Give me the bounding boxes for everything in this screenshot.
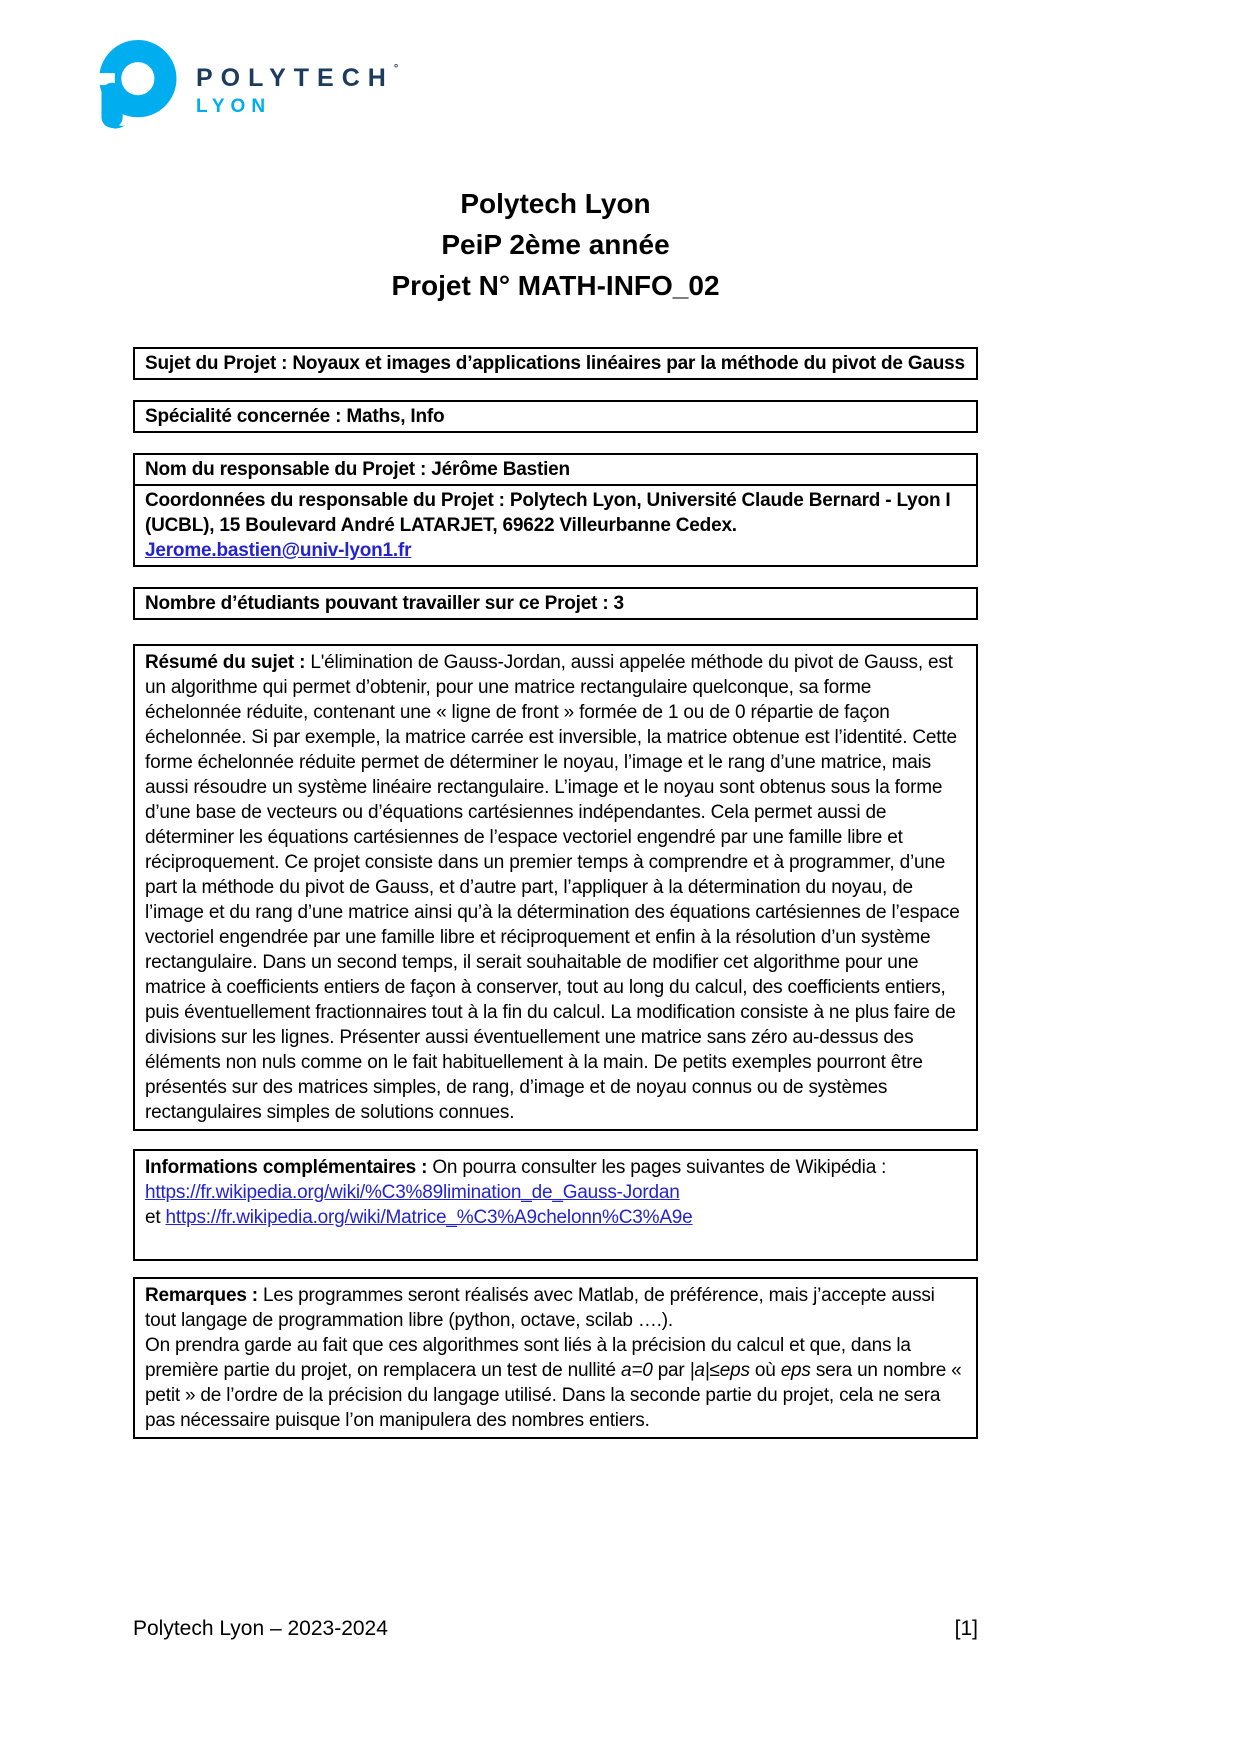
polytech-p-icon	[90, 40, 182, 132]
title-line-1: Polytech Lyon	[460, 188, 651, 219]
remarques-p1: Les programmes seront réalisés avec Matlab, de préférence, mais j’accepte aussi tout langage de programmation libre (python, octave, scilab ….).	[145, 1285, 935, 1331]
remarques-p2c: où	[754, 1360, 776, 1381]
remarques-p2d: sera un nombre « petit » de l’ordre de la précision du langage utilisé. Dans la seconde partie du projet, cela ne sera pas nécessaire puisque l’on manipulera des nombres entiers.	[145, 1360, 962, 1431]
remarques-p2a: On prendra garde au fait que ces algorithmes sont liés à la précision du calcul et que, dans la première partie du projet, on remplacera un test de nullité	[145, 1335, 911, 1381]
footer-page-number: [1]	[954, 1617, 978, 1640]
remarques-italic-a0: a=0	[620, 1360, 653, 1381]
title-line-3: Projet N° MATH-INFO_02	[391, 270, 720, 301]
wikipedia-link-gauss-jordan[interactable]: https://fr.wikipedia.org/wiki/%C3%89limination_de_Gauss-Jordan	[145, 1182, 680, 1203]
box-resume	[133, 644, 978, 1131]
logo-text	[196, 63, 399, 117]
responsable-nom-text: Nom du responsable du Projet : Jérôme Bastien	[145, 459, 570, 480]
logo-degree-mark: °	[393, 63, 399, 75]
footer-left: Polytech Lyon – 2023-2024	[133, 1617, 388, 1640]
logo-brand-word: POLYTECH	[196, 64, 394, 92]
logo-city: LYON	[196, 96, 272, 117]
remarques-label: Remarques :	[145, 1285, 258, 1306]
remarques-italic-eps-inequality: |a|≤eps	[689, 1360, 750, 1381]
polytech-logo	[90, 40, 398, 132]
infos-link1-line	[145, 1180, 966, 1205]
box-nombre-etudiants	[133, 587, 978, 620]
responsable-coordonnees-row	[135, 486, 976, 565]
specialite-text: Spécialité concernée : Maths, Info	[145, 406, 445, 427]
wikipedia-link-matrice-echelonnee[interactable]: https://fr.wikipedia.org/wiki/Matrice_%C3%A9chelonn%C3%A9e	[165, 1207, 693, 1228]
page-footer	[133, 1616, 978, 1642]
box-informations	[133, 1149, 978, 1261]
box-sujet	[133, 347, 978, 380]
infos-intro-line	[145, 1155, 966, 1180]
infos-label: Informations complémentaires :	[145, 1157, 428, 1178]
infos-et-label: et	[145, 1207, 161, 1228]
blank-line	[145, 1230, 966, 1255]
infos-intro: On pourra consulter les pages suivantes de Wikipédia :	[432, 1157, 887, 1178]
resume-label: Résumé du sujet :	[145, 652, 306, 673]
logo-brand	[196, 63, 399, 92]
nombre-etudiants-text: Nombre d’étudiants pouvant travailler sur ce Projet : 3	[145, 593, 624, 614]
responsable-coordonnees-text: Coordonnées du responsable du Projet : Polytech Lyon, Université Claude Bernard - Lyon I (UCBL), 15 Boulevard André LATARJET, 69622 Villeurbanne Cedex.	[145, 490, 951, 536]
responsable-nom-row	[135, 455, 976, 486]
box-specialite	[133, 400, 978, 433]
remarques-paragraph-1	[145, 1283, 966, 1333]
resume-body: L'élimination de Gauss-Jordan, aussi appelée méthode du pivot de Gauss, est un algorithme qui permet d’obtenir, pour une matrice rectangulaire quelconque, sa forme échelonnée réduite, contenant une « ligne de front » formée de 1 ou de 0 répartie de façon échelonnée. Si par exemple, la matrice carrée est inversible, la matrice obtenue est l’identité. Cette forme échelonnée réduite permet de déterminer le noyau, l’image et le rang d’une matrice, mais aussi résoudre un système linéaire rectangulaire. L’image et le noyau sont obtenus sous la forme d’une base de vecteurs ou d’équations cartésiennes indépendantes. Cela permet aussi de déterminer les équations cartésiennes de l’espace vectoriel engendré par une famille libre et réciproquement. Ce projet consiste dans un premier temps à comprendre et à programmer, d’une part la méthode du pivot de Gauss, et d’autre part, l’appliquer à la détermination du noyau, de l’image et du rang d’une matrice ainsi qu’à la détermination des équations cartésiennes de l’espace vectoriel engendrée par une famille libre et réciproquement et enfin à la résolution d’un système rectangulaire. Dans un second temps, il serait souhaitable de modifier cet algorithme pour une matrice à coefficients entiers de façon à conserver, tout au long du calcul, des coefficients entiers, puis éventuellement fractionnaires tout à la fin du calcul. La modification consiste à ne plus faire de divisions sur les lignes. Présenter aussi éventuellement une matrice sans zéro au-dessus des éléments non nuls comme on le fait habituellement à la main. De petits exemples pourront être présentés sur des matrices simples, de rang, d’image et de noyau connus ou de systèmes rectangulaires simples de solutions connues.	[145, 652, 960, 1123]
infos-link2-line	[145, 1205, 966, 1230]
remarques-paragraph-2	[145, 1333, 966, 1433]
box-responsable	[133, 453, 978, 567]
title-line-2: PeiP 2ème année	[441, 229, 670, 260]
sujet-text: Sujet du Projet : Noyaux et images d’applications linéaires par la méthode du pivot de Gauss	[145, 353, 965, 374]
document-title	[133, 183, 978, 306]
box-remarques	[133, 1277, 978, 1439]
remarques-italic-eps: eps	[780, 1360, 811, 1381]
remarques-p2b: par	[657, 1360, 685, 1381]
responsable-email-link[interactable]: Jerome.bastien@univ-lyon1.fr	[145, 540, 412, 561]
